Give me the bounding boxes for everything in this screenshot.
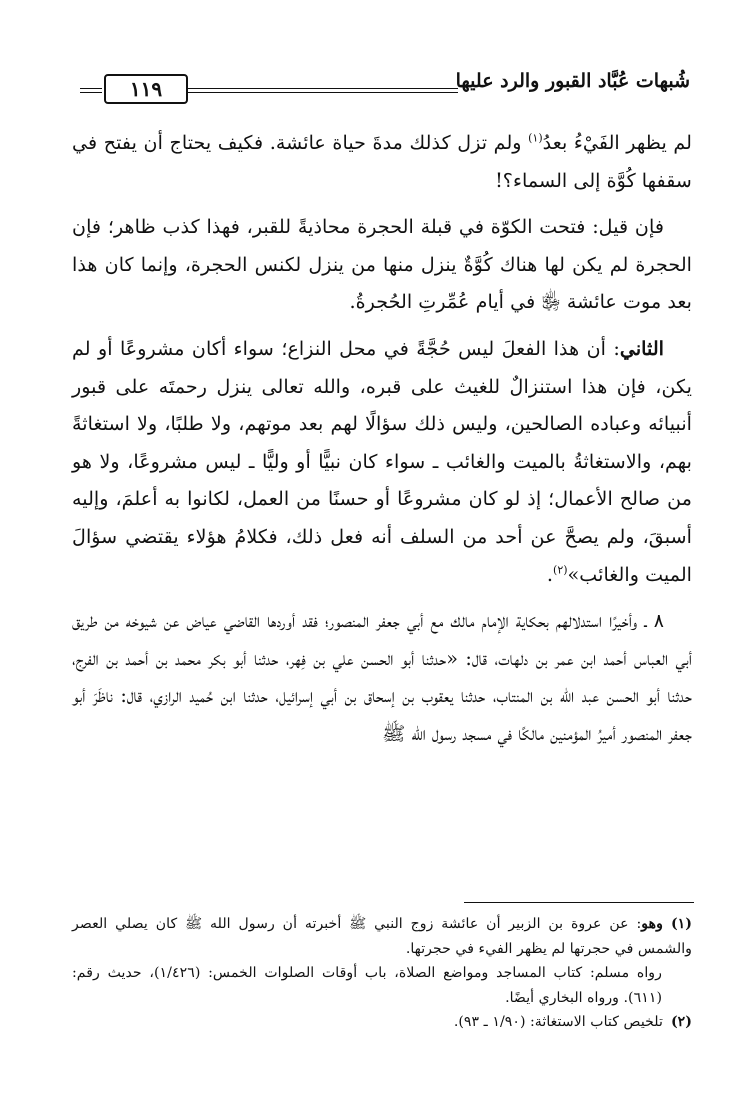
footnote-ref-2: (٢)	[553, 563, 568, 577]
paragraph-3: الثاني: أن هذا الفعلَ ليس حُجَّةً في محل النزاع؛ سواء أكان مشروعًا أو لم يكن، فإن هذا استنزالٌ للغيث على قبره، والله تعالى ينزل رحمتَه على قبور أنبيائه وعباده الصالحين، وليس ذلك سؤالًا لهم بعد موتهم، ولا طلبًا، ولا استغاثةً بهم، والاستغاثةُ بالميت والغائب ـ سواء كان نبيًّا أو وليًّا ـ ليس مشروعًا، ولا هو من صالح الأعمال؛ إذ لو كان مشروعًا أو حسنًا من العمل، لكانوا به أعلمَ، وإليه أسبقَ، ولم يصحَّ عن أحد من السلف أنه فعل ذلك، فكلامُ هؤلاء يقتضي سؤالَ الميت والغائب»$^{(٢)}$.	[72, 336, 692, 586]
footnote-2: (٢)تلخيص كتاب الاستغاثة: (١/٩٠ ـ ٩٣).	[453, 1014, 692, 1030]
paragraph-4: ٨ ـ وأخيرًا استدلالهم بحكاية الإمام مالك مع أبي جعفر المنصور؛ فقد أوردها القاضي عياض عن شيوخه من طريق أبي العباس أحمد ابن عمر بن دلهات، قال: «حدثنا أبو الحسن علي بن فِهر، حدثنا أبو بكر محمد بن أحمد بن الفرج، حدثنا أبو الحسن عبد الله بن المنتاب، حدثنا يعقوب بن إسحاق بن أبي إسرائيل، حدثنا ابن حُميد الرازي، قال: ناظَرَ أبو جعفر المنصور أميرُ المؤمنين مالكًا في مسجد رسول الله ﷺ	[72, 609, 692, 745]
paragraph-2: فإن قيل: فتحت الكوّة في قبلة الحجرة محاذيةً للقبر، فهذا كذب ظاهر؛ فإن الحجرة لم يكن لها هناك كُوَّةٌ ينزل منها من ينزل لكنس الحجرة، وإنما كان هذا بعد موت عائشة ﵂ في أيام عُمِّرتِ الحُجرةُ.	[72, 215, 692, 314]
page-header	[80, 68, 690, 106]
running-title: شُبهات عُبَّاد القبور والرد عليها	[455, 70, 690, 92]
paragraph-1: لم يظهر الفَيْءُ بعدُ$^{(١)}$ ولم تزل كذلك مدةَ حياة عائشة. فكيف يحتاج أن يفتح في سقفها كُوَّة إلى السماء؟!	[72, 131, 692, 192]
main-text	[72, 124, 692, 762]
footnote-separator	[464, 902, 694, 903]
header-rule-left	[80, 88, 102, 93]
section-lead: الثاني	[619, 336, 664, 360]
footnote-1: (١)وهو: عن عروة بن الزبير أن عائشة زوج النبي ﷺ أخبرته أن رسول الله ﷺ كان يصلي العصر والشمس في حجرتها لم يظهر الفيء في حجرتها.	[72, 916, 692, 957]
footnotes	[72, 912, 692, 1035]
footnote-ref-1: (١)	[528, 131, 543, 145]
header-rule	[188, 88, 458, 93]
page-number: ١١٩	[104, 74, 188, 104]
footnote-1-source: رواه مسلم: كتاب المساجد ومواضع الصلاة، باب أوقات الصلوات الخمس: (١/٤٢٦)، حديث رقم: (٦١١). ورواه البخاري أيضًا.	[72, 965, 662, 1006]
